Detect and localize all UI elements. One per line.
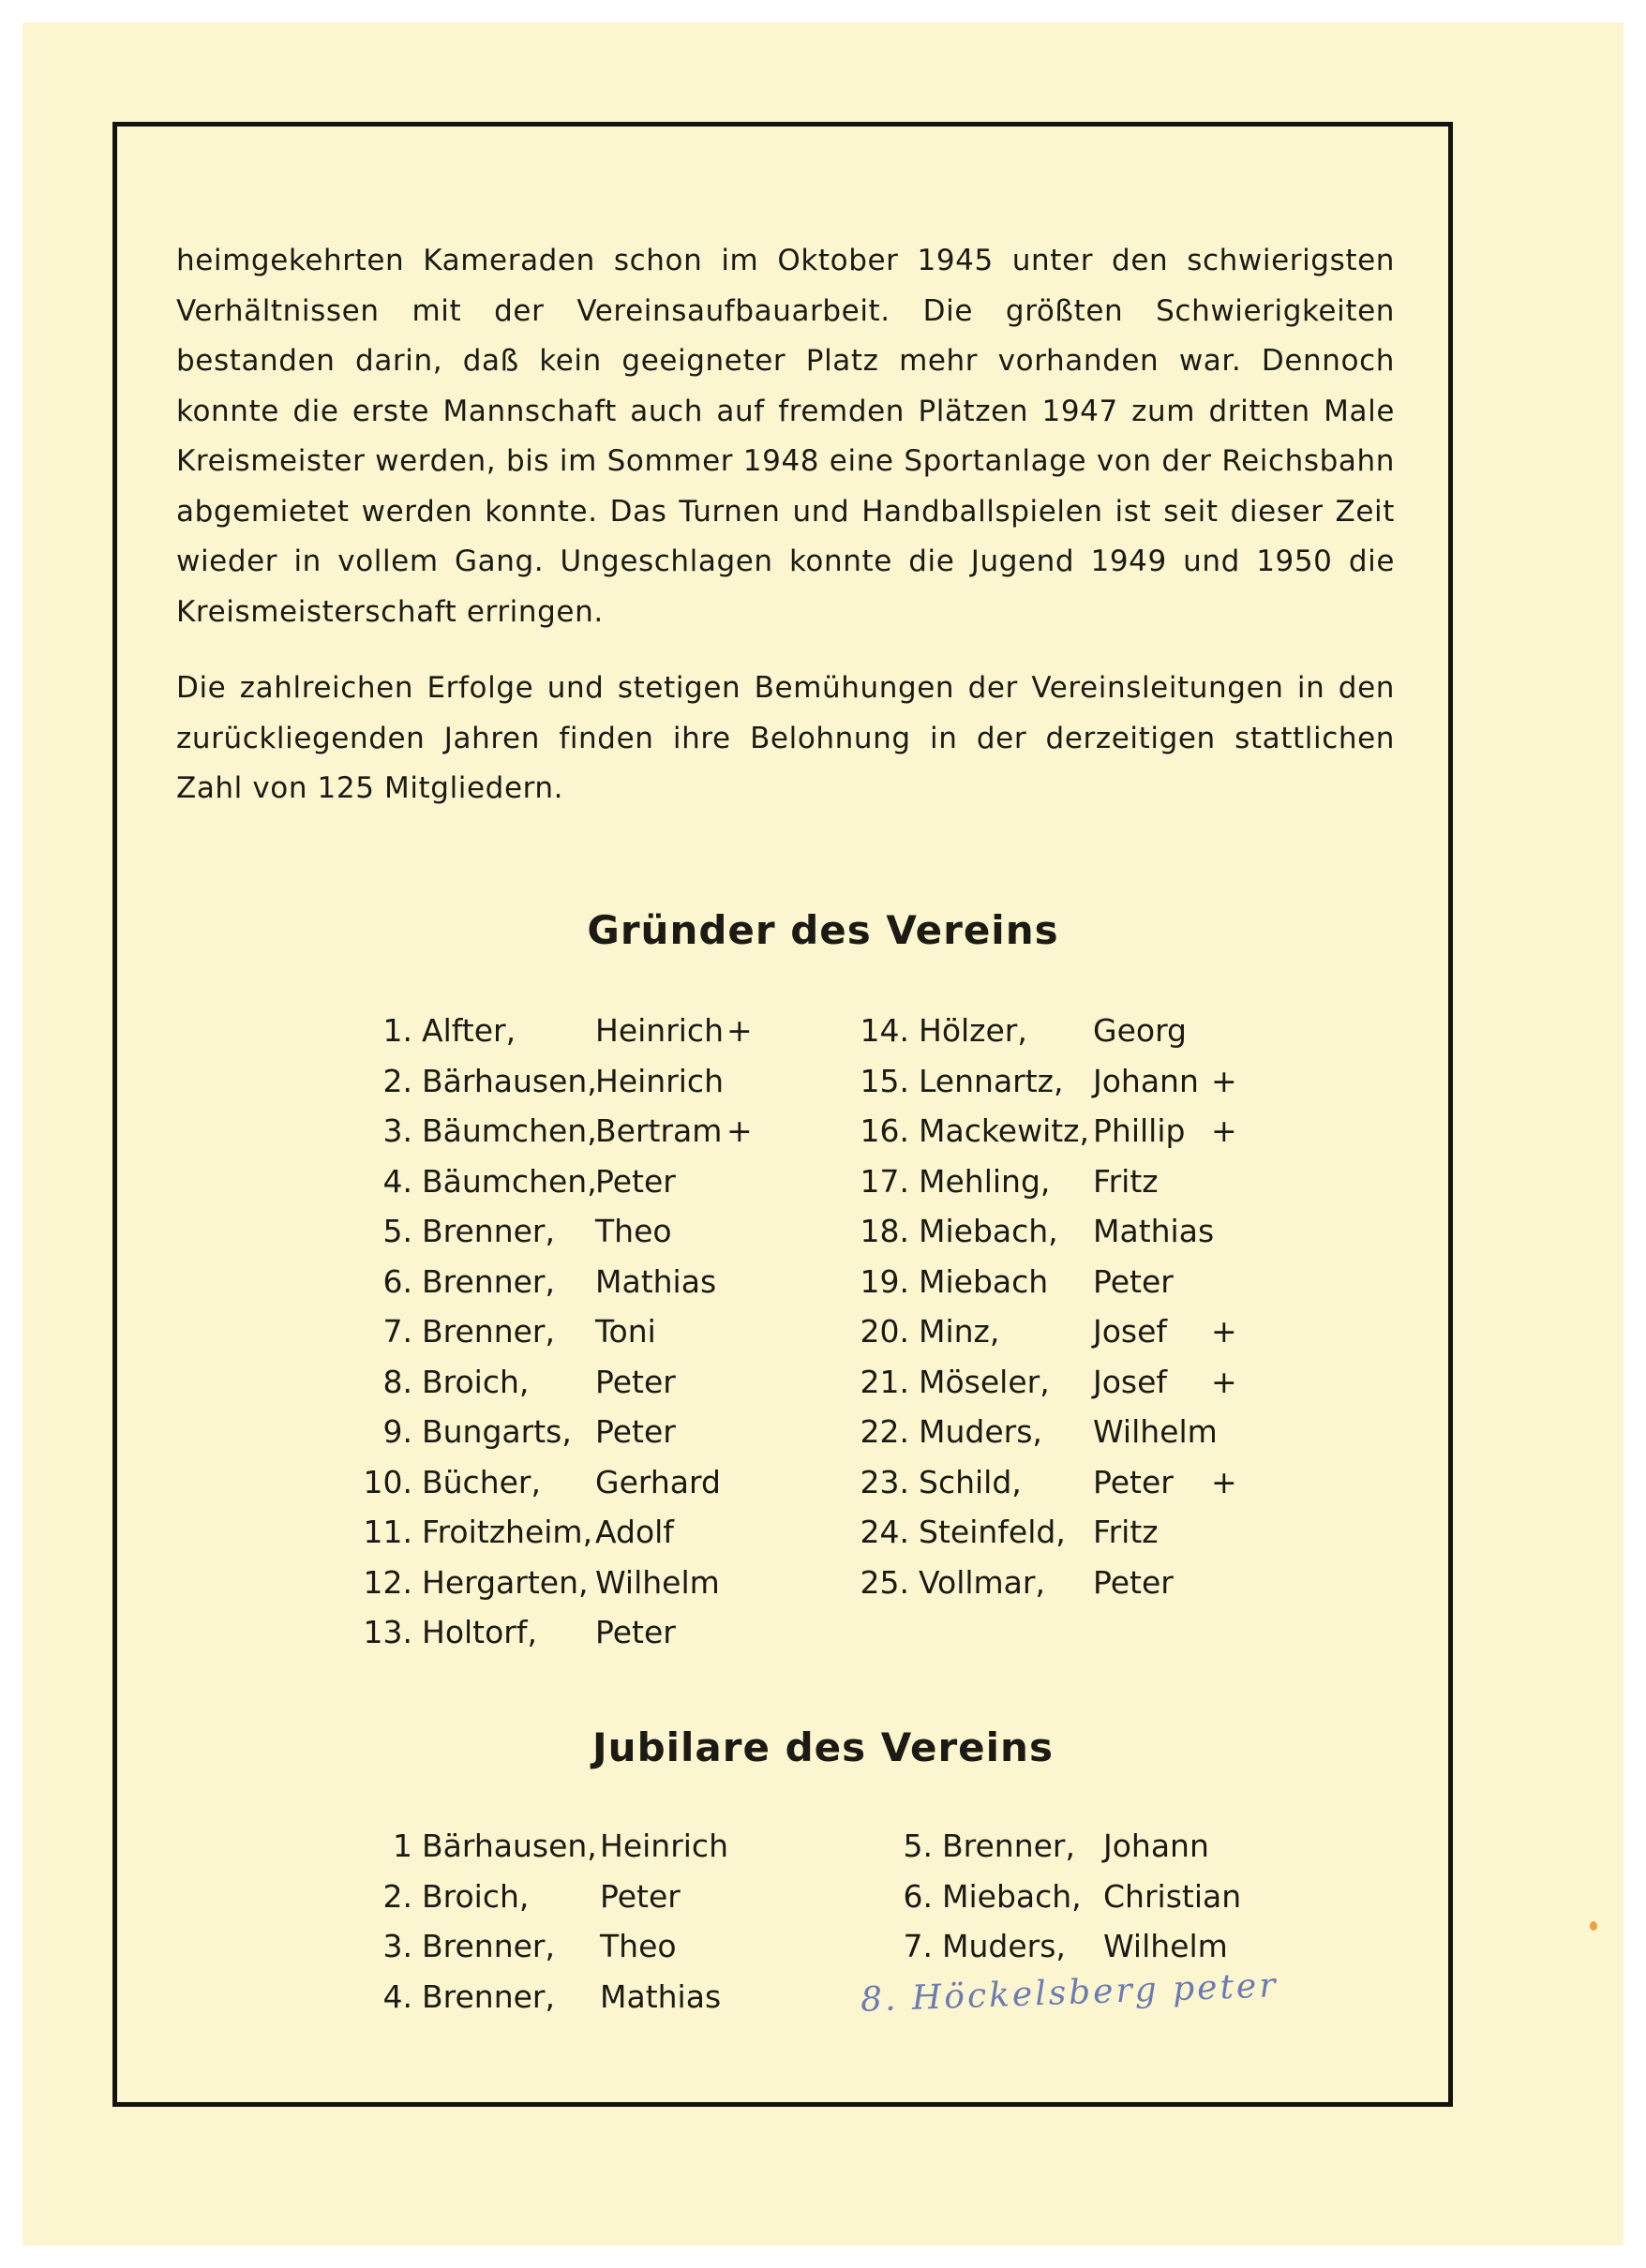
first-name: Peter xyxy=(595,1363,676,1400)
last-name: Alfter, xyxy=(422,1012,516,1049)
entry-number: 6. xyxy=(903,1877,933,1915)
list-item xyxy=(853,1413,1378,1464)
founders-list-right xyxy=(853,1012,1378,1614)
list-item xyxy=(356,1413,881,1464)
last-name: Bärhausen, xyxy=(422,1828,597,1864)
first-name: Heinrich xyxy=(595,1012,724,1049)
founders-list-left xyxy=(356,1012,881,1664)
entry-number: 8. xyxy=(382,1363,412,1400)
list-item xyxy=(356,1112,881,1163)
last-name: Brenner, xyxy=(422,1928,555,1964)
first-name: Johann xyxy=(1093,1062,1199,1099)
last-name: Hergarten, xyxy=(422,1563,589,1601)
first-name: Heinrich xyxy=(595,1062,724,1099)
first-name: Fritz xyxy=(1093,1514,1159,1550)
intro-paragraph-1: heimgekehrten Kameraden schon im Oktober 1945 unter den schwierigsten Verhältnissen mit der Vereinsaufbauarbeit. Die größten Schwierigkeiten bestanden darin, daß kein geeigneter Platz mehr vorhanden war. Dennoch konnte die erste Mannschaft auch auf fremden Plätzen 1947 zum dritten Male Kreismeister werden, bis im Sommer 1948 eine Sportanlage von der Reichsbahn abgemietet werden konnte. Das Turnen und Handballspielen ist seit dieser Zeit wieder in vollem Gang. Ungeschlagen konnte die Jugend 1949 und 1950 die Kreismeisterschaft erringen. xyxy=(176,244,1395,629)
entry-number: 1 xyxy=(393,1828,412,1864)
entry-number: 10. xyxy=(363,1463,412,1500)
first-name: Peter xyxy=(1093,1463,1174,1500)
list-item xyxy=(356,1878,881,1929)
list-item xyxy=(356,1514,881,1564)
entry-number: 9. xyxy=(382,1413,412,1450)
deceased-mark: + xyxy=(726,1012,753,1049)
first-name: Fritz xyxy=(1093,1162,1159,1200)
first-name: Johann xyxy=(1103,1828,1209,1864)
list-item xyxy=(356,1263,881,1314)
last-name: Bäumchen, xyxy=(422,1112,597,1149)
intro-paragraph-2: Die zahlreichen Erfolge und stetigen Bemühungen der Vereinsleitungen in den zurückliegenden Jahren finden ihre Belohnung in der derzeitigen stattlichen Zahl von 125 Mitgliedern. xyxy=(176,671,1395,805)
last-name: Lennartz, xyxy=(919,1062,1064,1099)
deceased-mark: + xyxy=(1211,1463,1237,1500)
entry-number: 19. xyxy=(860,1262,909,1300)
list-item xyxy=(356,1828,881,1878)
deceased-mark: + xyxy=(1211,1313,1237,1350)
entry-number: 23. xyxy=(860,1463,909,1500)
first-name: Heinrich xyxy=(600,1828,728,1864)
list-item xyxy=(356,1163,881,1214)
first-name: Josef xyxy=(1093,1363,1168,1400)
deceased-mark: + xyxy=(1211,1363,1237,1400)
entry-number: 24. xyxy=(860,1514,909,1550)
first-name: Peter xyxy=(600,1877,681,1915)
last-name: Bärhausen, xyxy=(422,1062,597,1099)
list-item xyxy=(853,1564,1378,1615)
first-name: Mathias xyxy=(600,1977,722,2015)
entry-number: 15. xyxy=(860,1062,909,1099)
last-name: Bäumchen, xyxy=(422,1162,597,1200)
list-item xyxy=(356,1063,881,1113)
entry-number: 22. xyxy=(860,1413,909,1450)
list-item xyxy=(853,1112,1378,1163)
list-item xyxy=(356,1928,881,1978)
first-name: Peter xyxy=(595,1413,676,1450)
list-item xyxy=(853,1464,1378,1514)
last-name: Broich, xyxy=(422,1363,530,1400)
last-name: Muders, xyxy=(942,1928,1066,1964)
entry-number: 25. xyxy=(860,1563,909,1601)
first-name: Peter xyxy=(595,1162,676,1200)
handwritten-entry: 8. Höckelsberg peter xyxy=(860,1966,1279,2020)
entry-number: 4. xyxy=(382,1162,412,1200)
last-name: Miebach, xyxy=(942,1877,1082,1915)
entry-number: 3. xyxy=(382,1112,412,1149)
last-name: Schild, xyxy=(919,1463,1022,1500)
entry-number: 21. xyxy=(860,1363,909,1400)
entry-number: 11. xyxy=(363,1514,412,1550)
list-item xyxy=(853,1163,1378,1214)
entry-number: 6. xyxy=(382,1262,412,1300)
list-item xyxy=(356,1313,881,1364)
first-name: Gerhard xyxy=(595,1463,721,1500)
first-name: Bertram xyxy=(595,1112,723,1149)
last-name: Brenner, xyxy=(942,1828,1075,1864)
first-name: Christian xyxy=(1103,1877,1242,1915)
last-name: Mehling, xyxy=(919,1162,1051,1200)
first-name: Theo xyxy=(600,1928,677,1964)
deceased-mark: + xyxy=(1211,1112,1237,1149)
list-item xyxy=(356,1614,881,1664)
deceased-mark: + xyxy=(726,1112,753,1149)
last-name: Bungarts, xyxy=(422,1413,572,1450)
last-name: Miebach, xyxy=(919,1213,1058,1249)
entry-number: 18. xyxy=(860,1213,909,1249)
entry-number: 2. xyxy=(382,1062,412,1099)
entry-number: 13. xyxy=(363,1614,412,1650)
last-name: Steinfeld, xyxy=(919,1514,1066,1550)
jubilees-list-right xyxy=(876,1828,1401,1978)
first-name: Wilhelm xyxy=(595,1563,720,1601)
list-item xyxy=(876,1878,1401,1929)
last-name: Broich, xyxy=(422,1877,530,1915)
entry-number: 4. xyxy=(382,1977,412,2015)
first-name: Wilhelm xyxy=(1093,1413,1218,1450)
entry-number: 2. xyxy=(382,1877,412,1915)
entry-number: 20. xyxy=(860,1313,909,1350)
last-name: Bücher, xyxy=(422,1463,541,1500)
first-name: Georg xyxy=(1093,1012,1187,1049)
list-item xyxy=(356,1464,881,1514)
first-name: Phillip xyxy=(1093,1112,1186,1149)
entry-number: 3. xyxy=(382,1928,412,1964)
jubilees-heading: Jubilare des Vereins xyxy=(592,1724,1054,1770)
list-item xyxy=(356,1564,881,1615)
first-name: Peter xyxy=(1093,1563,1174,1601)
last-name: Brenner, xyxy=(422,1313,555,1350)
list-item xyxy=(356,1213,881,1263)
first-name: Peter xyxy=(595,1614,676,1650)
list-item xyxy=(853,1514,1378,1564)
last-name: Brenner, xyxy=(422,1213,555,1249)
entry-number: 16. xyxy=(860,1112,909,1149)
last-name: Brenner, xyxy=(422,1977,555,2015)
last-name: Miebach xyxy=(919,1262,1049,1300)
entry-number: 5. xyxy=(903,1828,933,1864)
list-item xyxy=(853,1213,1378,1263)
last-name: Möseler, xyxy=(919,1363,1050,1400)
list-item xyxy=(876,1828,1401,1878)
first-name: Wilhelm xyxy=(1103,1928,1228,1964)
deceased-mark: + xyxy=(1211,1062,1237,1099)
list-item xyxy=(356,1012,881,1063)
last-name: Froitzheim, xyxy=(422,1514,593,1550)
first-name: Josef xyxy=(1093,1313,1168,1350)
list-item xyxy=(356,1978,881,2029)
first-name: Mathias xyxy=(595,1262,717,1300)
entry-number: 14. xyxy=(860,1012,909,1049)
jubilees-list-left xyxy=(356,1828,881,2028)
list-item xyxy=(356,1364,881,1414)
last-name: Minz, xyxy=(919,1313,1000,1350)
last-name: Hölzer, xyxy=(919,1012,1027,1049)
first-name: Theo xyxy=(595,1213,672,1249)
list-item xyxy=(853,1364,1378,1414)
list-item xyxy=(853,1012,1378,1063)
entry-number: 7. xyxy=(903,1928,933,1964)
entry-number: 1. xyxy=(382,1012,412,1049)
list-item xyxy=(853,1263,1378,1314)
entry-number: 7. xyxy=(382,1313,412,1350)
first-name: Mathias xyxy=(1093,1213,1215,1249)
entry-number: 12. xyxy=(363,1563,412,1601)
last-name: Vollmar, xyxy=(919,1563,1045,1601)
list-item xyxy=(853,1063,1378,1113)
last-name: Muders, xyxy=(919,1413,1042,1450)
list-item xyxy=(853,1313,1378,1364)
entry-number: 5. xyxy=(382,1213,412,1249)
first-name: Peter xyxy=(1093,1262,1174,1300)
paper-stain xyxy=(1590,1921,1597,1931)
first-name: Toni xyxy=(595,1313,656,1350)
last-name: Mackewitz, xyxy=(919,1112,1089,1149)
last-name: Holtorf, xyxy=(422,1614,537,1650)
first-name: Adolf xyxy=(595,1514,674,1550)
last-name: Brenner, xyxy=(422,1262,555,1300)
entry-number: 17. xyxy=(860,1162,909,1200)
founders-heading: Gründer des Vereins xyxy=(587,907,1059,953)
